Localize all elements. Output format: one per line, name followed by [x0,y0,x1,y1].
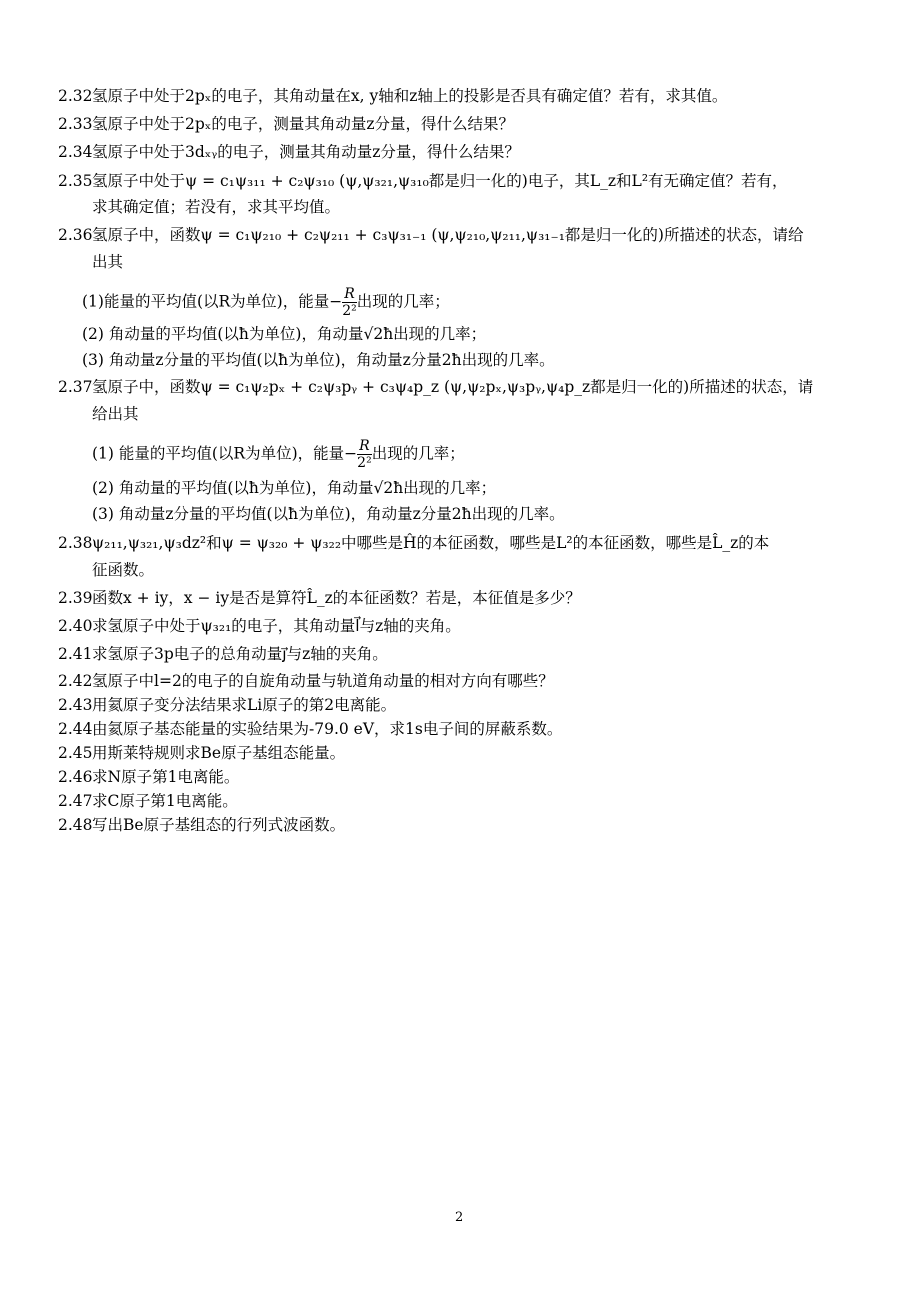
problem-2-41: 2.41求氢原子3p电子的总角动量j⃗与z轴的夹角。 [58,645,388,663]
problem-2-46: 2.46求N原子第1电离能。 [58,768,240,786]
problem-2-35-cont: 求其确定值；若没有，求其平均值。 [92,198,341,216]
problem-2-48: 2.48写出Be原子基组态的行列式波函数。 [58,816,346,834]
problem-2-43: 2.43用氦原子变分法结果求Li原子的第2电离能。 [58,696,397,714]
energy-fraction: $\frac{R}{\text{2²}}$ [357,438,372,471]
problem-2-38-cont: 征函数。 [92,561,155,579]
problem-2-40: 2.40求氢原子中处于ψ₃₂₁的电子，其角动量l⃗与z轴的夹角。 [58,617,461,635]
problem-2-45: 2.45用斯莱特规则求Be原子基组态能量。 [58,744,346,762]
problem-2-36-item-1: (1)能量的平均值(以R为单位)，能量− $\frac{R}{\text{2²}}$ 出现的几率； [82,286,450,319]
problem-2-37-item-3: (3) 角动量z分量的平均值(以ħ为单位)，角动量z分量2ħ出现的几率。 [92,505,565,523]
problem-2-36: 2.36氢原子中，函数ψ = c₁ψ₂₁₀ + c₂ψ₂₁₁ + c₃ψ₃₁₋₁ (ψ,ψ₂₁₀,ψ₂₁₁,ψ₃₁₋₁都是归一化的)所描述的状态，请给 [58,226,804,244]
problem-2-37: 2.37氢原子中，函数ψ = c₁ψ₂pₓ + c₂ψ₃pᵧ + c₃ψ₄p_z (ψ,ψ₂pₓ,ψ₃pᵧ,ψ₄p_z都是归一化的)所描述的状态，请 [58,378,814,396]
problem-2-47: 2.47求C原子第1电离能。 [58,792,238,810]
problem-2-33: 2.33氢原子中处于2pₓ的电子，测量其角动量z分量，得什么结果？ [58,115,515,133]
problem-2-35: 2.35氢原子中处于ψ = c₁ψ₃₁₁ + c₂ψ₃₁₀ (ψ,ψ₃₂₁,ψ₃₁₀都是归一化的)电子，其L_z和L²有无确定值？若有， [58,172,788,190]
problem-2-38: 2.38ψ₂₁₁,ψ₃₂₁,ψ₃dz²和ψ = ψ₃₂₀ + ψ₃₂₂中哪些是Ĥ的本征函数，哪些是L²的本征函数，哪些是L̂_z的本 [58,534,770,552]
problem-2-34: 2.34氢原子中处于3dₓᵧ的电子，测量其角动量z分量，得什么结果？ [58,143,520,161]
problem-2-36-cont: 出其 [92,253,124,271]
problem-2-37-item-2: (2) 角动量的平均值(以ħ为单位)，角动量√2ħ出现的几率； [92,479,497,497]
problem-2-44: 2.44由氦原子基态能量的实验结果为-79.0 eV，求1s电子间的屏蔽系数。 [58,720,563,738]
page-number: 2 [455,1210,464,1225]
energy-fraction: $\frac{R}{\text{2²}}$ [342,286,357,319]
problem-2-39: 2.39函数x + iy，x − iy是否是算符L̂_z的本征函数？若是，本征值是多少？ [58,589,581,607]
problem-2-37-item-1: (1) 能量的平均值(以R为单位)，能量− $\frac{R}{\text{2²}}$ 出现的几率； [92,438,465,471]
problem-2-36-item-2: (2) 角动量的平均值(以ħ为单位)，角动量√2ħ出现的几率； [82,325,487,343]
problem-2-42: 2.42氢原子中l=2的电子的自旋角动量与轨道角动量的相对方向有哪些？ [58,672,554,690]
problem-2-32: 2.32氢原子中处于2pₓ的电子，其角动量在x, y轴和z轴上的投影是否具有确定值？若有，求其值。 [58,87,728,105]
problem-2-36-item-3: (3) 角动量z分量的平均值(以ħ为单位)，角动量z分量2ħ出现的几率。 [82,351,555,369]
problem-2-37-cont: 给出其 [92,405,139,423]
